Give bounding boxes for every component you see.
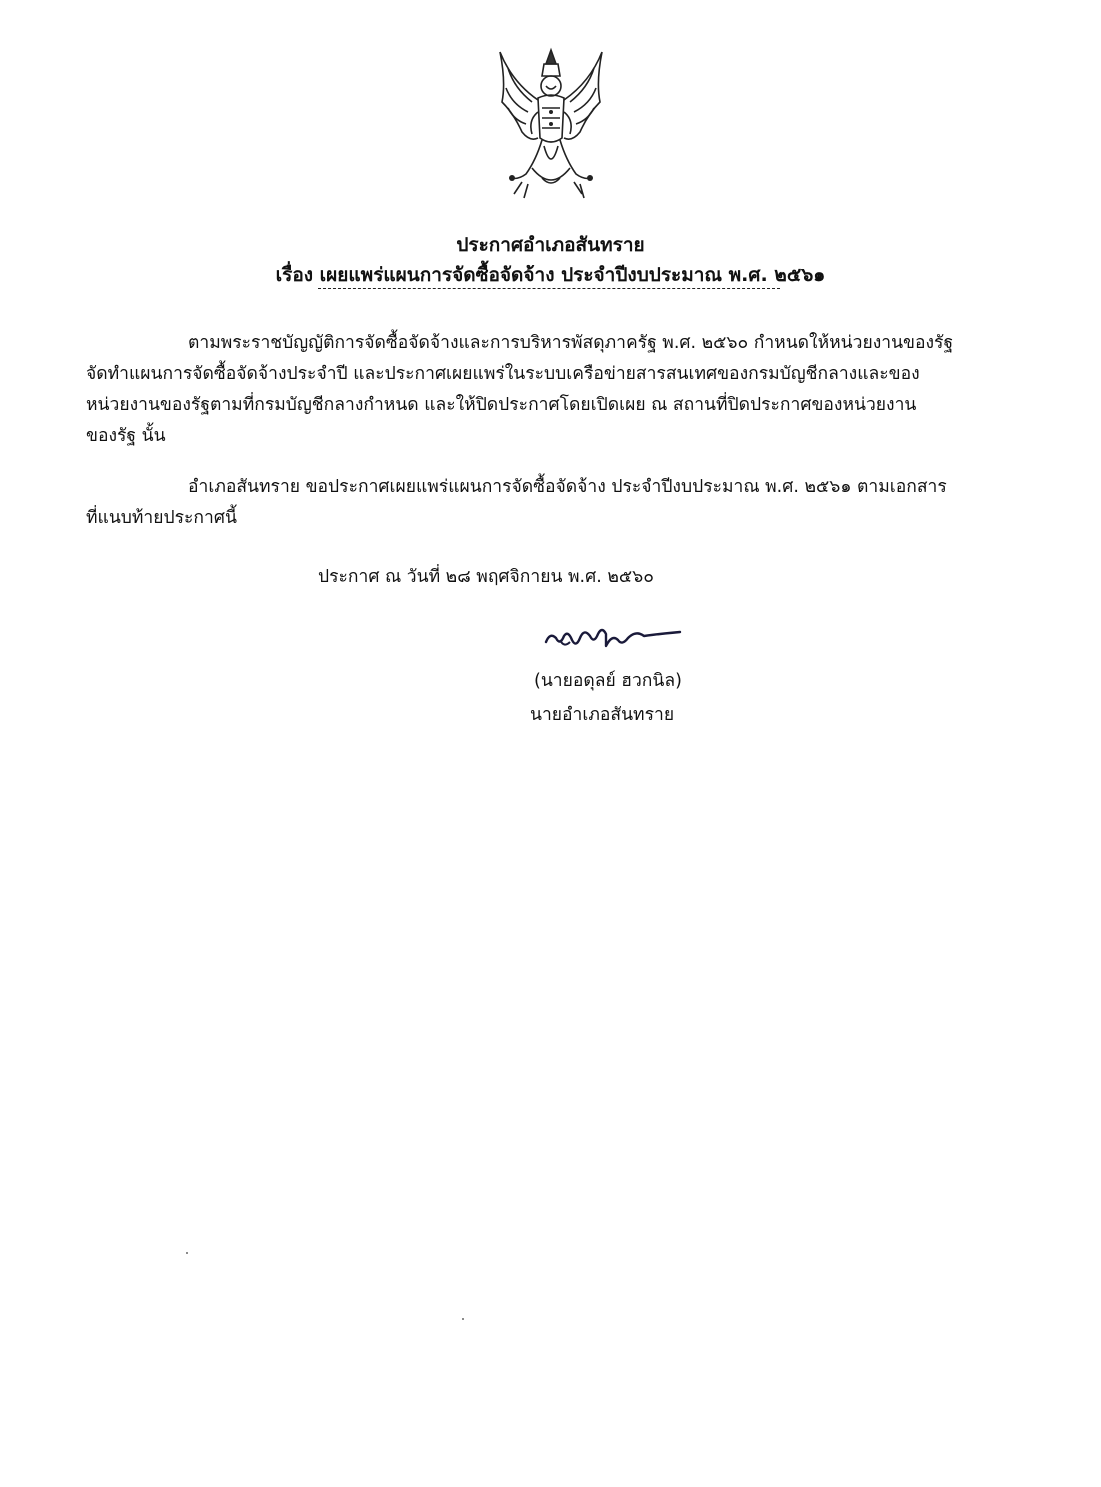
paragraph-1-line: หน่วยงานของรัฐตามที่กรมบัญชีกลางกำหนด และให้ปิดประกาศโดยเปิดเผย ณ สถานที่ปิดประกาศของหน่วยงาน bbox=[86, 395, 917, 415]
paragraph-1 bbox=[86, 328, 1016, 452]
paragraph-1-line: ตามพระราชบัญญัติการจัดซื้อจัดจ้างและการบริหารพัสดุภาครัฐ พ.ศ. ๒๕๖๐ กำหนดให้หน่วยงานของรัฐ bbox=[188, 333, 954, 353]
paragraph-2-line: ที่แนบท้ายประกาศนี้ bbox=[86, 508, 237, 528]
announcement-subject-title: เรื่อง เผยแพร่แผนการจัดซื้อจัดจ้าง ประจำปีงบประมาณ พ.ศ. ๒๕๖๑ bbox=[275, 264, 826, 286]
announcement-date: ประกาศ ณ วันที่ ๒๘ พฤศจิกายน พ.ศ. ๒๕๖๐ bbox=[318, 567, 654, 587]
title-underline bbox=[318, 288, 780, 289]
paragraph-1-line: ของรัฐ นั้น bbox=[86, 426, 166, 446]
paragraph-2 bbox=[86, 472, 1016, 534]
scan-speck bbox=[186, 1252, 188, 1254]
paragraph-2-line: อำเภอสันทราย ขอประกาศเผยแพร่แผนการจัดซื้อจัดจ้าง ประจำปีงบประมาณ พ.ศ. ๒๕๖๑ ตามเอกสาร bbox=[188, 477, 947, 497]
scan-speck bbox=[462, 1318, 464, 1320]
signer-name: (นายอดุลย์ ฮวกนิล) bbox=[534, 671, 682, 691]
handwritten-signature bbox=[540, 620, 690, 656]
signer-title: นายอำเภอสันทราย bbox=[530, 705, 675, 725]
announcement-issuer-title: ประกาศอำเภอสันทราย bbox=[456, 234, 645, 256]
garuda-emblem-icon bbox=[492, 42, 610, 202]
paragraph-1-line: จัดทำแผนการจัดซื้อจัดจ้างประจำปี และประกาศเผยแพร่ในระบบเครือข่ายสารสนเทศของกรมบัญชีกลางและของ bbox=[86, 364, 920, 384]
